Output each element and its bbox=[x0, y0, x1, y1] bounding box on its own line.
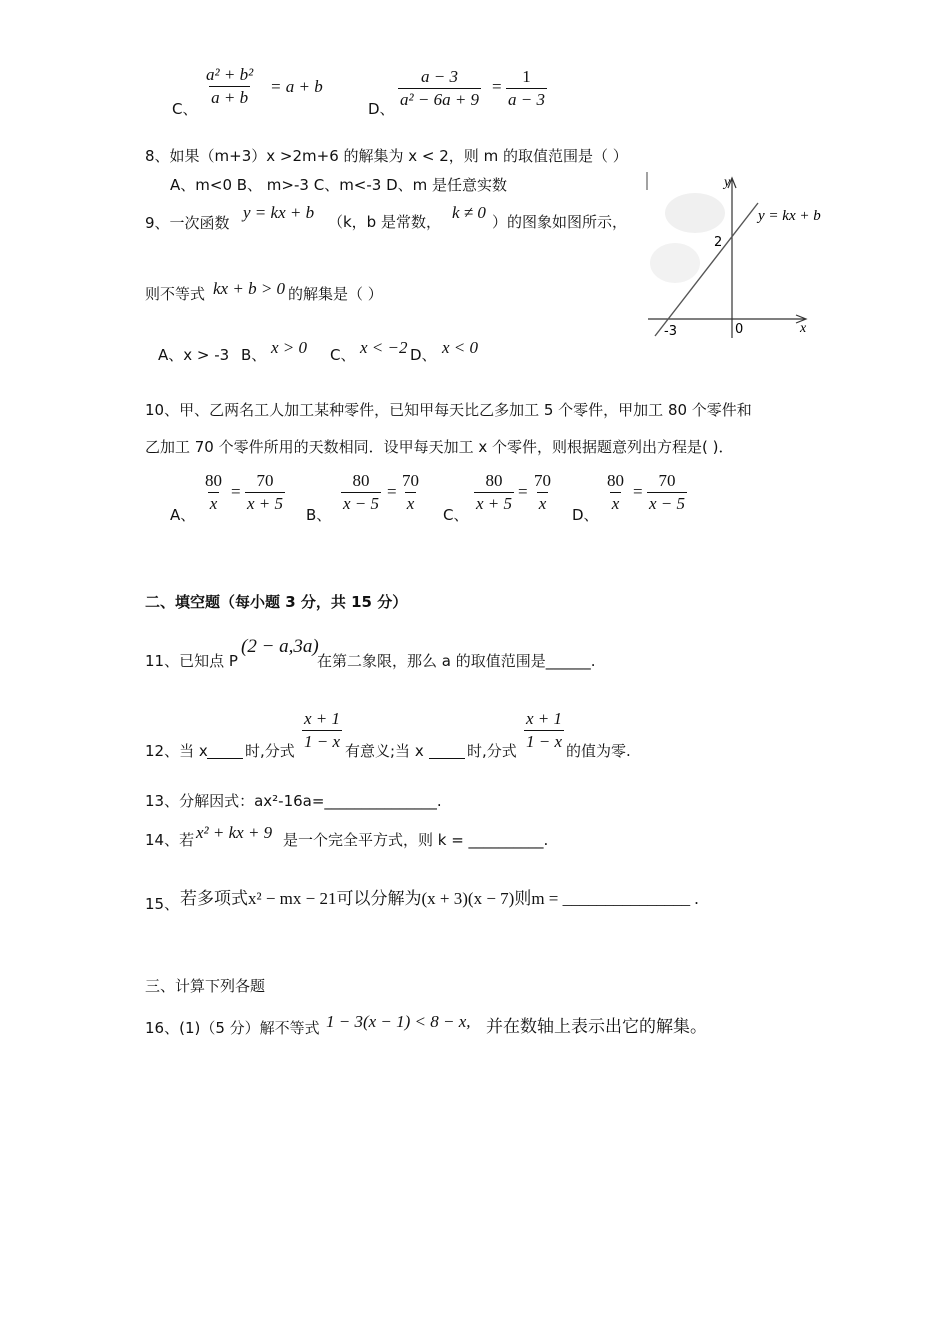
fraction-numerator: x + 1 bbox=[304, 709, 341, 728]
fraction-denominator: x bbox=[406, 494, 415, 513]
fraction-numerator: 70 bbox=[256, 471, 274, 490]
q10-d-equals: = bbox=[633, 482, 643, 501]
fraction-denominator: x bbox=[209, 494, 218, 513]
watermark-shape bbox=[650, 243, 700, 283]
q10-c-equals: = bbox=[518, 482, 528, 501]
q12-blank-1[interactable] bbox=[207, 742, 243, 759]
q10-a-right-fraction bbox=[245, 470, 285, 515]
q11-suffix: 在第二象限，那么 a 的取值范围是______. bbox=[317, 652, 596, 670]
q9-linear-function-graph bbox=[640, 168, 840, 343]
line-equation-label: y = kx + b bbox=[758, 208, 821, 224]
q10-b-equals: = bbox=[387, 482, 397, 501]
q14-suffix: 是一个完全平方式，则 k = __________. bbox=[283, 831, 549, 849]
q9-prefix: 9、一次函数 bbox=[145, 214, 230, 232]
section-3-heading: 三、计算下列各题 bbox=[145, 977, 266, 995]
q10-a-left-fraction bbox=[203, 470, 224, 515]
section-2-heading: 二、填空题（每小题 3 分，共 15 分） bbox=[145, 593, 408, 611]
q9-inequality: kx + b > 0 bbox=[213, 279, 286, 298]
q7-d-numerator: a − 3 bbox=[421, 67, 459, 86]
q15-label: 15、 bbox=[145, 895, 180, 913]
fraction-numerator: 80 bbox=[352, 471, 370, 490]
q16-suffix: 并在数轴上表示出它的解集。 bbox=[486, 1017, 707, 1036]
q7-d-fraction bbox=[398, 66, 481, 111]
q7-d-rhs-fraction bbox=[506, 66, 547, 111]
q10-a-equals: = bbox=[231, 482, 241, 501]
watermark-shape bbox=[665, 193, 725, 233]
q12-part3: 有意义;当 x bbox=[345, 742, 424, 760]
fraction-denominator: 1 − x bbox=[304, 732, 341, 751]
q9-option-b: x > 0 bbox=[271, 338, 308, 357]
q15-text: 若多项式x² − mx − 21可以分解为(x + 3)(x − 7)则m = _______________ . bbox=[180, 889, 699, 908]
fraction-numerator: 70 bbox=[402, 471, 419, 490]
q9-condition: k ≠ 0 bbox=[452, 203, 486, 222]
q7-d-rhs-numerator: 1 bbox=[522, 67, 531, 86]
origin-label: 0 bbox=[735, 322, 744, 337]
fraction-denominator: x − 5 bbox=[649, 494, 686, 513]
q16-inequality: 1 − 3(x − 1) < 8 − x, bbox=[326, 1012, 471, 1031]
q16-prefix: 16、(1)（5 分）解不等式 bbox=[145, 1019, 320, 1037]
q7-d-rhs-denominator: a − 3 bbox=[508, 90, 545, 109]
q14-expression: x² + kx + 9 bbox=[196, 823, 273, 842]
q12-blank-2[interactable] bbox=[429, 742, 465, 759]
q12-fraction-1 bbox=[302, 708, 342, 753]
fraction-numerator: 80 bbox=[205, 471, 222, 490]
q8-stem: 8、如果（m+3）x >2m+6 的解集为 x < 2，则 m 的取值范围是（ ） bbox=[145, 147, 628, 165]
q12-fraction-2 bbox=[524, 708, 564, 753]
q12-part1: 12、当 x bbox=[145, 742, 208, 760]
q10-line2: 乙加工 70 个零件所用的天数相同．设甲每天加工 x 个零件，则根据题意列出方程是( )． bbox=[145, 438, 734, 456]
q9-paren: （k，b 是常数， bbox=[328, 213, 441, 231]
y-intercept-label: 2 bbox=[714, 235, 723, 250]
q10-line1: 10、甲、乙两名工人加工某种零件，已知甲每天比乙多加工 5 个零件，甲加工 80 个零件和 bbox=[145, 401, 752, 419]
q10-b-right-fraction bbox=[400, 470, 421, 515]
q9-option-c: x < −2 bbox=[360, 338, 408, 357]
q9-option-d-label: D、 bbox=[410, 346, 437, 364]
q10-b-left-fraction bbox=[341, 470, 381, 515]
q12-part2: 时,分式 bbox=[245, 742, 295, 760]
q12-part4: 时,分式 bbox=[467, 742, 517, 760]
fraction-numerator: 80 bbox=[607, 471, 624, 490]
fraction-denominator: x − 5 bbox=[343, 494, 380, 513]
fraction-denominator: 1 − x bbox=[526, 732, 563, 751]
y-axis-label: y bbox=[724, 175, 731, 190]
fraction-denominator: x + 5 bbox=[247, 494, 284, 513]
q12-part5: 的值为零. bbox=[566, 742, 631, 760]
q10-option-a-label: A、 bbox=[170, 506, 196, 524]
q10-option-b-label: B、 bbox=[306, 506, 332, 524]
fraction-numerator: 70 bbox=[658, 471, 676, 490]
q10-d-left-fraction bbox=[605, 470, 626, 515]
fraction-denominator: x + 5 bbox=[476, 494, 513, 513]
q7-c-numerator: a² + b² bbox=[206, 65, 254, 84]
q9-suffix: ）的图象如图所示， bbox=[492, 213, 628, 231]
q9-option-b-label: B、 bbox=[241, 346, 267, 364]
q8-options: A、m<0 B、 m>-3 C、m<-3 D、m 是任意实数 bbox=[170, 176, 508, 194]
q13-text: 13、分解因式：ax²-16a=_______________. bbox=[145, 792, 442, 810]
fraction-denominator: x bbox=[538, 494, 547, 513]
q7-c-fraction bbox=[204, 64, 255, 109]
x-axis-label: x bbox=[800, 321, 807, 336]
q7-c-denominator: a + b bbox=[211, 88, 249, 107]
fraction-numerator: x + 1 bbox=[526, 709, 563, 728]
q9-function: y = kx + b bbox=[243, 203, 315, 222]
q10-c-left-fraction bbox=[474, 470, 514, 515]
q14-prefix: 14、若 bbox=[145, 831, 195, 849]
q7-c-rhs: = a + b bbox=[270, 77, 323, 96]
q9-option-d: x < 0 bbox=[442, 338, 479, 357]
q10-c-right-fraction bbox=[532, 470, 553, 515]
q7-d-denominator: a² − 6a + 9 bbox=[400, 90, 480, 109]
q10-option-d-label: D、 bbox=[572, 506, 599, 524]
fraction-numerator: 70 bbox=[534, 471, 551, 490]
q11-point: (2 − a,3a) bbox=[241, 636, 319, 657]
q11-prefix: 11、已知点 P bbox=[145, 652, 238, 670]
fraction-denominator: x bbox=[611, 494, 620, 513]
x-intercept-label: -3 bbox=[664, 324, 677, 339]
q9-line2-prefix: 则不等式 bbox=[145, 285, 206, 303]
fraction-numerator: 80 bbox=[485, 471, 503, 490]
q9-line2-suffix: 的解集是（ ） bbox=[288, 285, 383, 303]
q9-option-c-label: C、 bbox=[330, 346, 356, 364]
q7-d-label: D、 bbox=[368, 100, 395, 118]
q7-d-equals: = bbox=[492, 77, 502, 96]
q9-option-a: A、x > -3 bbox=[158, 346, 230, 364]
q7-c-label: C、 bbox=[172, 100, 198, 118]
q10-option-c-label: C、 bbox=[443, 506, 469, 524]
q10-d-right-fraction bbox=[647, 470, 687, 515]
